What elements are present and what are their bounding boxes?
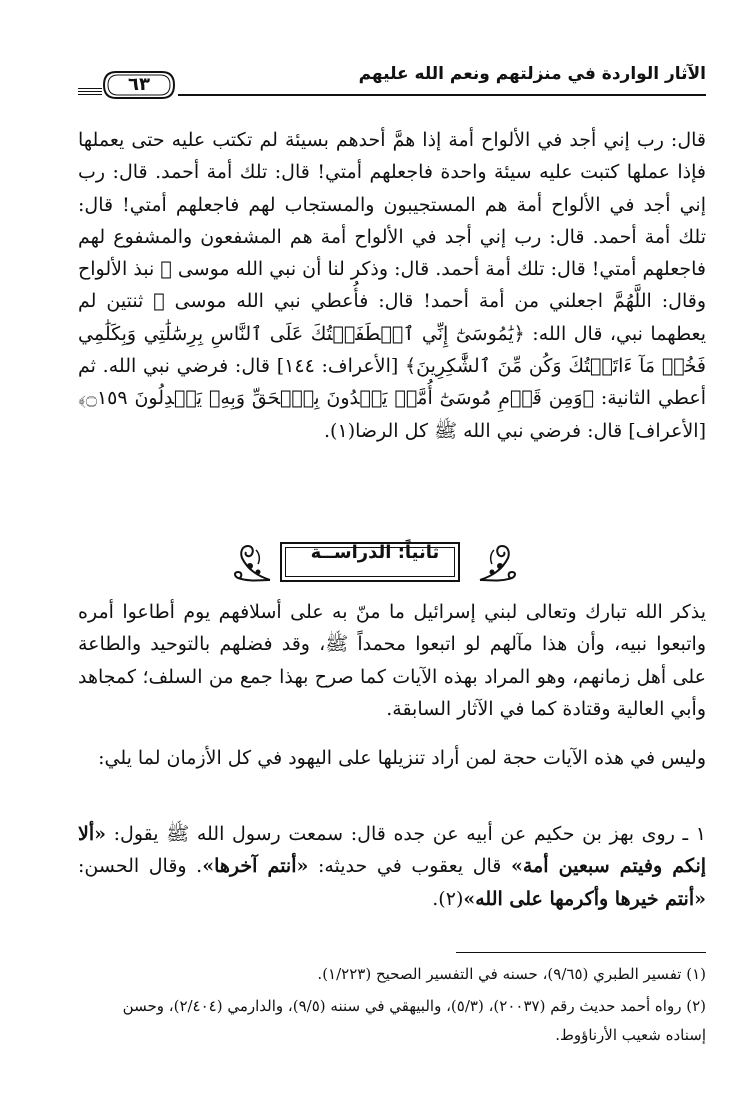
floral-ornament-icon	[474, 540, 520, 584]
footnote-separator	[456, 952, 706, 953]
hadith-quote: «أنتم آخرها»	[202, 855, 309, 878]
badge-left-lines	[78, 88, 102, 96]
hadith-narration: قال يعقوب في حديثه:	[308, 855, 511, 878]
paragraph-hadith	[78, 818, 706, 915]
hadith-quote: «ألا إنكم وفيتم سبعين أمة»	[78, 823, 707, 878]
section-title: ثانياً: الدراســة	[310, 542, 440, 563]
footnote-1: (١) تفسير الطبري (٩/٦٥)، حسنه في التفسير الصحيح (١/٢٢٣).	[317, 965, 706, 983]
section-heading	[230, 536, 520, 592]
header-rule	[178, 94, 706, 96]
page-number: ٦٣	[128, 74, 150, 95]
running-header	[78, 56, 706, 102]
hadith-quote: «أنتم خيرها وأكرمها على الله»	[463, 887, 706, 910]
paragraph-argument: وليس في هذه الآيات حجة لمن أراد تنزيلها على اليهود في كل الأزمان لما يلي:	[98, 747, 706, 769]
hadith-intro: ١ ـ روى بهز بن حكيم عن أبيه عن جده قال: سمعت رسول الله ﷺ يقول:	[106, 823, 706, 845]
footnote-ref: (٢).	[432, 887, 464, 910]
paragraph-narration: قال: رب إني أجد في الألواح أمة إذا همَّ أحدهم بسيئة لم تكتب عليه حتى يعملها فإذا عملها كتبت عليه سيئة واحدة فاجعلهم أمتي! قال: تلك أمة أحمد. قال: رب إني أجد في الألواح أمة هم المستجيبون والمستجاب لهم فاجعلهم أمتي! قال: تلك أمة أحمد. قال: رب إني أجد في الألواح أمة هم المشفعون والمشفوع لهم فاجعلهم أمتي! قال: تلك أمة أحمد. قال: وذكر لنا أن نبي الله موسى ﷺ نبذ الألواح وقال: اللَّهُمَّ اجعلني من أمة أحمد! قال: فأُعطي نبي الله موسى ﷺ ثنتين لم يعطهما نبي، قال الله: ﴿يَٰمُوسَىٰٓ إِنِّي ٱصۡطَفَيۡتُكَ عَلَى ٱلنَّاسِ بِرِسَٰلَٰتِي وَبِكَلَٰمِي فَخُذۡ مَآ ءَاتَيۡتُكَ وَكُن مِّنَ ٱلشَّٰكِرِينَ﴾ [الأعراف: ١٤٤] قال: فرضي نبي الله. ثم أعطي الثانية: ﴿وَمِن قَوۡمِ مُوسَىٰٓ أُمَّةٞ يَهۡدُونَ بِٱلۡحَقِّ وَبِهِۦ يَعۡدِلُونَ ۝١٥٩﴾ [الأعراف] قال: فرضي نبي الله ﷺ كل الرضا(١).	[78, 129, 706, 442]
hadith-narration: . وقال الحسن:	[78, 855, 203, 878]
header-title: الآثار الواردة في منزلتهم ونعم الله عليهم	[358, 64, 706, 84]
page-number-badge	[102, 70, 176, 100]
paragraph-study: يذكر الله تبارك وتعالى لبني إسرائيل ما منّ به على أسلافهم يوم أطاعوا أمره واتبعوا نبيه، وأن هذا مآلهم لو اتبعوا محمداً ﷺ، وقد فضلهم بالتوحيد والطاعة على أهل زمانهم، وهو المراد بهذه الآيات كما صرح بهذا جمع من السلف؛ كمجاهد وأبي العالية وقتادة كما في الآثار السابقة.	[78, 601, 706, 720]
footnote-2: (٢) رواه أحمد حديث رقم (٢٠٠٣٧)، (٥/٣)، والبيهقي في سننه (٩/٥)، والدارمي (٢/٤٠٤)، وحسن إسناده شعيب الأرناؤوط.	[122, 997, 706, 1044]
